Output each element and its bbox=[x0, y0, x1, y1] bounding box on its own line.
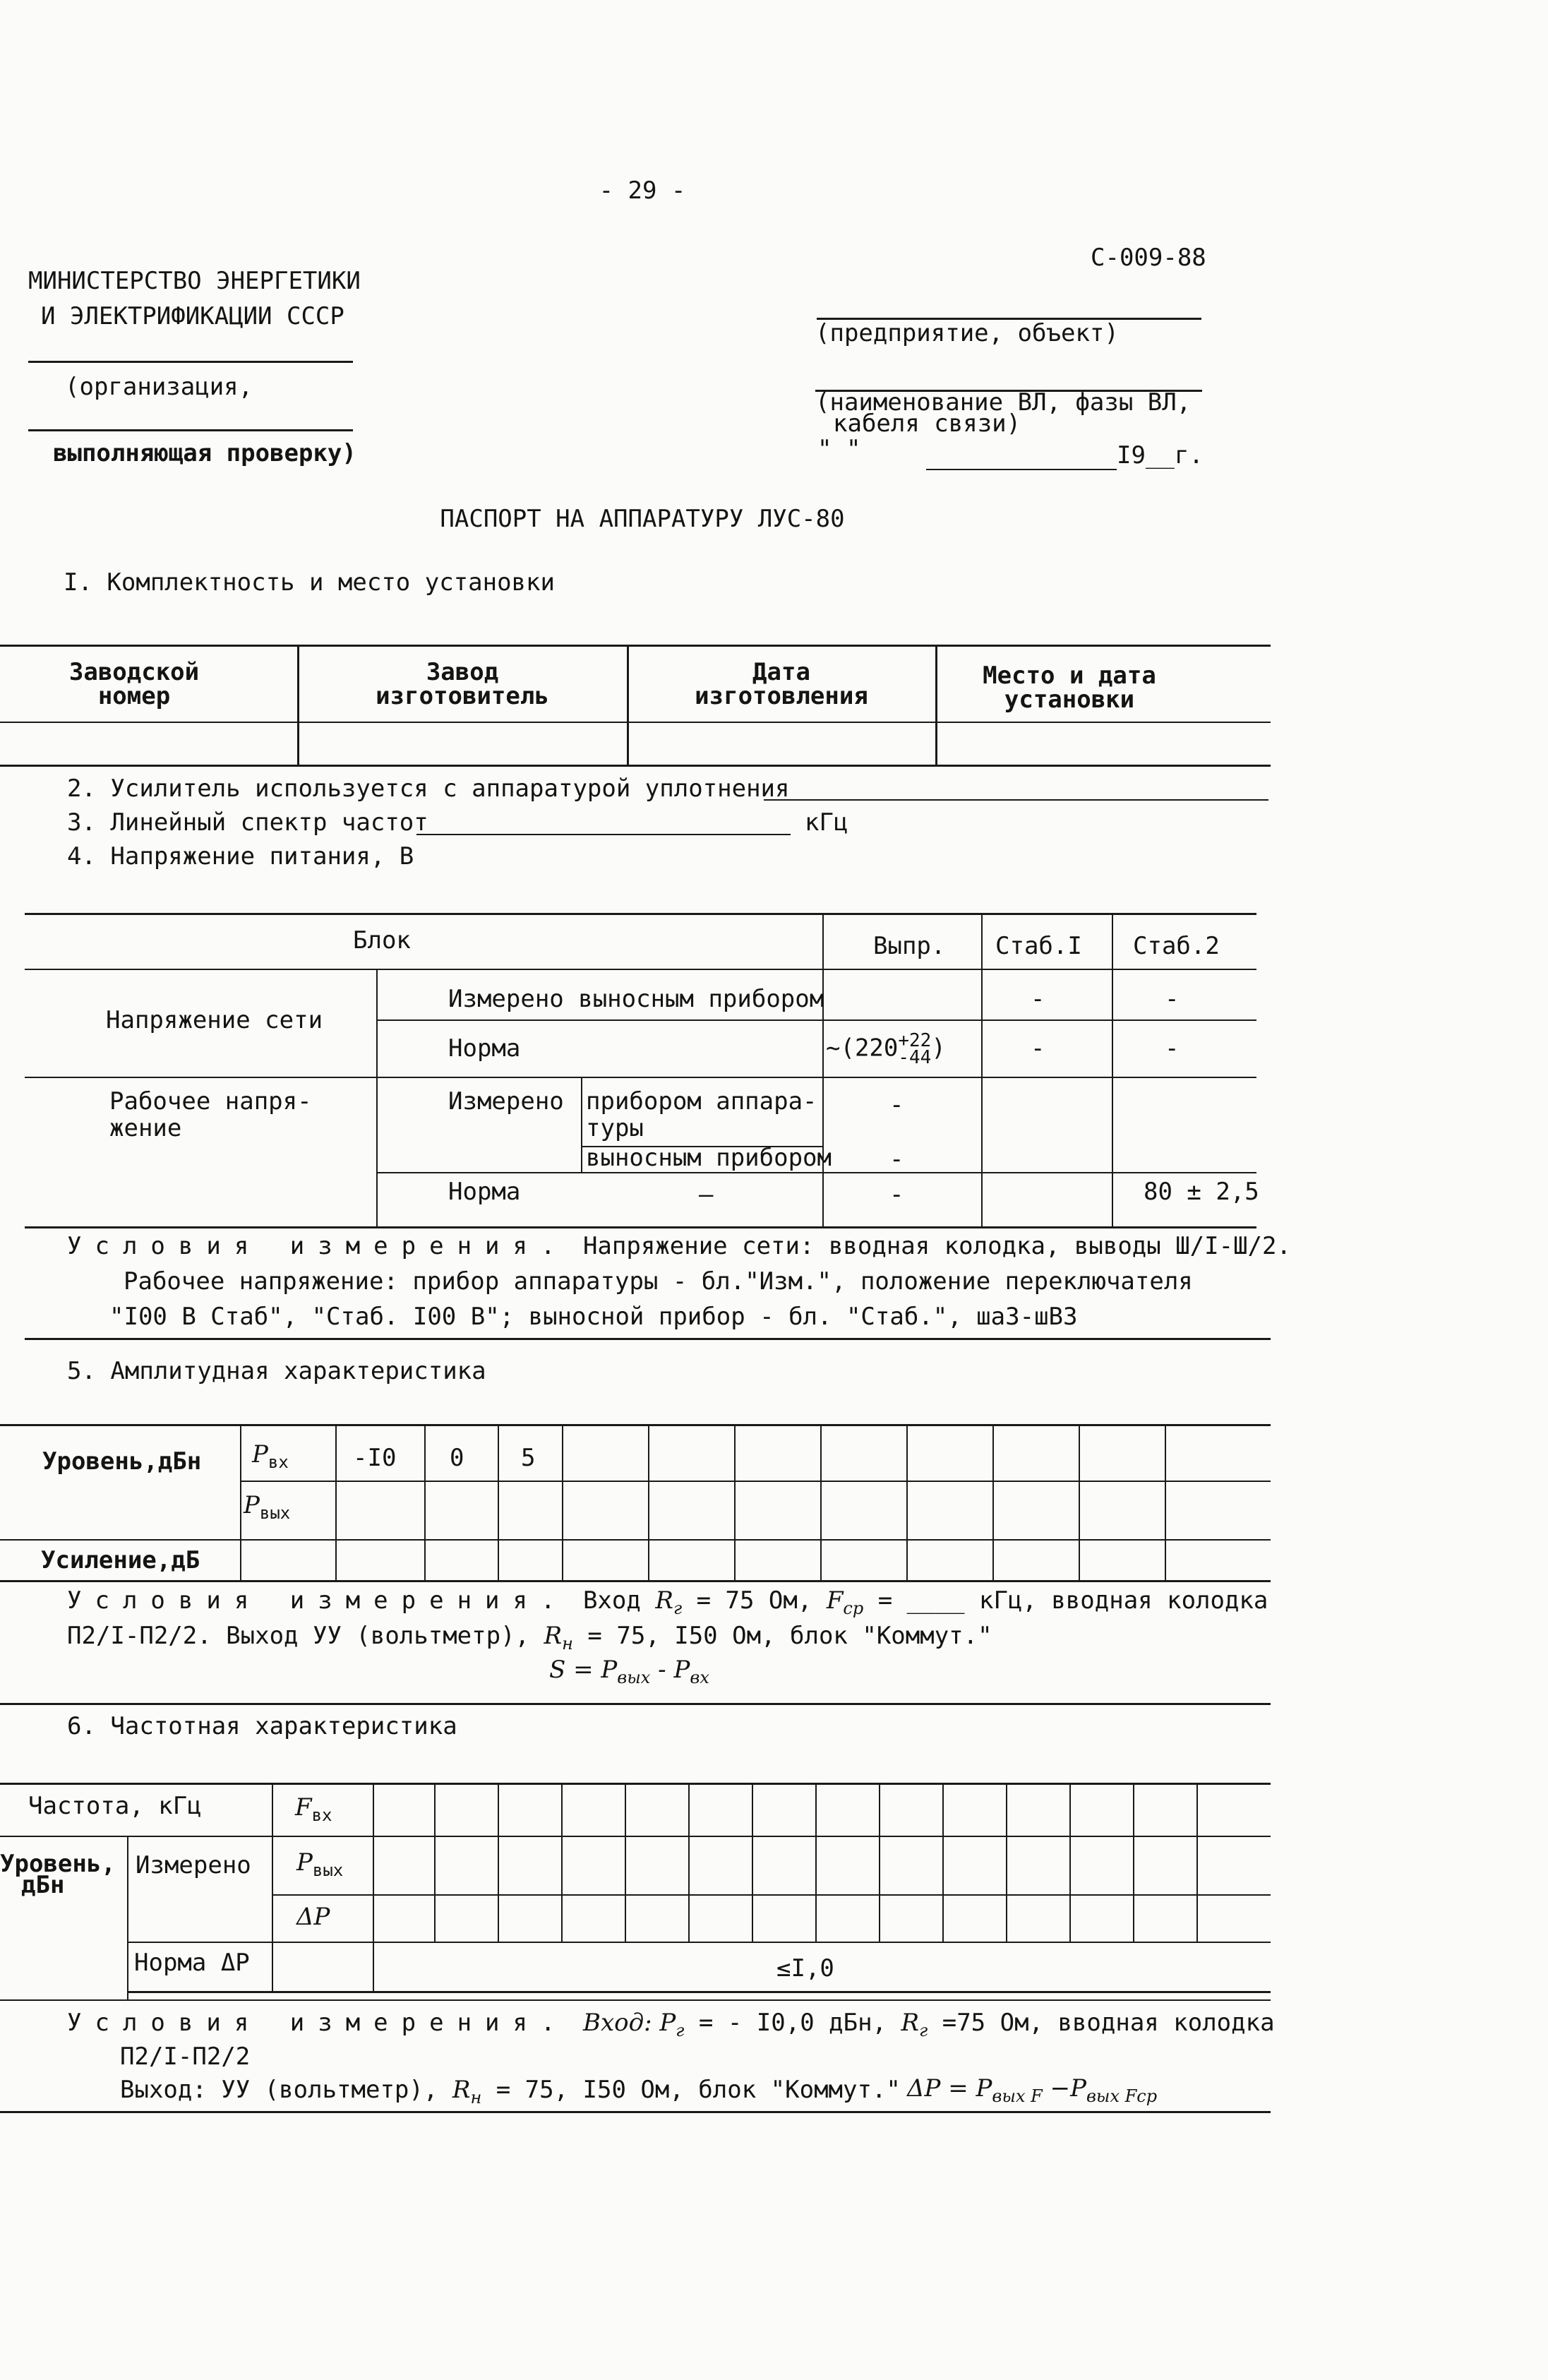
org-fill-line-1 bbox=[28, 361, 353, 363]
row-level-2: дБн bbox=[21, 1871, 65, 1899]
working-device-1: прибором аппара- bbox=[586, 1087, 817, 1116]
row-working-voltage-2: жение bbox=[109, 1114, 182, 1142]
f-input-label: $F_{вх}$ bbox=[295, 1793, 332, 1825]
mains-norm-label: Норма bbox=[448, 1034, 521, 1063]
col-manufacturer: Завод изготовитель bbox=[376, 658, 549, 710]
mains-stab1-norm: - bbox=[1031, 1034, 1045, 1063]
frequency-delta-formula: $\Delta P = P_{вых F} -P_{вых Fср}$ bbox=[907, 2074, 1158, 2106]
delta-p-label: ΔP bbox=[296, 1903, 330, 1931]
section-5-heading: 5. Амплитудная характеристика bbox=[67, 1357, 486, 1385]
line-name-label-1: (наименование ВЛ, фазы ВЛ, bbox=[815, 388, 1192, 417]
item-3-text: 3. Линейный спектр частот bbox=[67, 808, 428, 837]
ministry-line-2: И ЭЛЕКТРИФИКАЦИИ СССР bbox=[41, 302, 344, 330]
conditions-6-separator bbox=[0, 2111, 1271, 2113]
row-norm-delta-p: Норма ΔP bbox=[134, 1949, 250, 1977]
line-name-label-2: кабеля связи) bbox=[833, 409, 1021, 438]
item-3-unit: кГц bbox=[805, 808, 848, 837]
p-output-label-6: $P_{вых}$ bbox=[296, 1848, 344, 1880]
conditions-4-separator bbox=[25, 1338, 1271, 1340]
item-2-fill-line bbox=[764, 799, 1268, 801]
amplitude-gain-formula: $S = P_{вых} - P_{вх}$ bbox=[549, 1656, 709, 1687]
col-block: Блок bbox=[353, 926, 411, 955]
col-stab-1: Стаб.I bbox=[995, 932, 1082, 960]
working-measured-label: Измерено bbox=[448, 1087, 564, 1116]
conditions-5-separator bbox=[0, 1703, 1271, 1705]
col-install-place-date: Место и дата установки bbox=[983, 662, 1156, 714]
org-label-2: выполняющая проверку) bbox=[53, 439, 356, 467]
working-device-2: туры bbox=[586, 1114, 644, 1142]
conditions-5-line-1: Условия измерения. Вход $R_г = 75$ Ом, $F_{ср}$ = ____ кГц, вводная колодка bbox=[67, 1586, 1268, 1618]
working-norm-device: — bbox=[699, 1180, 714, 1209]
working-device-rectifier: - bbox=[889, 1091, 904, 1119]
row-mains-voltage: Напряжение сети bbox=[106, 1006, 323, 1034]
level-value-2: 0 bbox=[450, 1444, 464, 1472]
col-manufacture-date: Дата изготовления bbox=[695, 658, 868, 710]
level-value-1: -I0 bbox=[353, 1444, 397, 1472]
section-6-heading: 6. Частотная характеристика bbox=[67, 1712, 457, 1740]
mains-measured-external: Измерено выносным прибором bbox=[448, 985, 824, 1013]
conditions-6-line-3: Выход: УУ (вольтметр), $R_н = 75$, I50 Ом, блок "Коммут." bbox=[120, 2076, 901, 2107]
document-code: С-009-88 bbox=[1091, 244, 1206, 272]
mains-norm-value: ~(220 +22 -44 ) bbox=[826, 1030, 946, 1068]
row-level-1: Уровень, bbox=[0, 1850, 116, 1878]
row-measured: Измерено bbox=[136, 1851, 251, 1879]
conditions-4-line-1: Условия измерения. Напряжение сети: вводная колодка, выводы Ш/I-Ш/2. bbox=[67, 1232, 1291, 1260]
mains-stab2-norm: - bbox=[1165, 1034, 1180, 1063]
col-serial-number: Заводской номер bbox=[68, 658, 200, 710]
section-4-heading: 4. Напряжение питания, В bbox=[67, 842, 414, 871]
conditions-6-line-1: Условия измерения. Вход: $P_г$ = - I0,0 дБн, $R_г =75$ Ом, вводная колодка bbox=[67, 2009, 1275, 2040]
date-fill-line bbox=[926, 469, 1117, 470]
org-label-1: (организация, bbox=[65, 373, 253, 401]
section-1-heading: I. Комплектность и место установки bbox=[64, 568, 555, 597]
date-quotes: " " bbox=[817, 435, 861, 463]
level-value-3: 5 bbox=[521, 1444, 536, 1472]
date-year: I9__г. bbox=[1117, 441, 1204, 470]
working-norm-label: Норма bbox=[448, 1178, 521, 1206]
mains-stab1-measured: - bbox=[1031, 985, 1045, 1013]
row-level-dbn: Уровень,дБн bbox=[42, 1447, 202, 1476]
mains-stab2-measured: - bbox=[1165, 985, 1180, 1013]
conditions-5-line-2: П2/I-П2/2. Выход УУ (вольтметр), $R_н = 75$, I50 Ом, блок "Коммут." bbox=[67, 1622, 992, 1654]
col-rectifier: Выпр. bbox=[873, 932, 946, 960]
row-working-voltage-1: Рабочее напря- bbox=[109, 1087, 312, 1116]
conditions-4-line-2: Рабочее напряжение: прибор аппаратуры - бл."Изм.", положение переключателя bbox=[124, 1267, 1193, 1296]
conditions-6-line-2: П2/I-П2/2 bbox=[120, 2043, 251, 2071]
org-fill-line-2 bbox=[28, 429, 353, 431]
p-input-label: $P_{вх}$ bbox=[252, 1440, 289, 1472]
col-stab-2: Стаб.2 bbox=[1133, 932, 1220, 960]
document-title: ПАСПОРТ НА АППАРАТУРУ ЛУС-80 bbox=[440, 505, 845, 533]
norm-delta-p-value: ≤I,0 bbox=[776, 1954, 834, 1983]
item-2-text: 2. Усилитель используется с аппаратурой уплотнения bbox=[67, 775, 790, 803]
row-gain-db: Усиление,дБ bbox=[41, 1546, 200, 1574]
working-norm-stab2: 80 ± 2,5 bbox=[1144, 1178, 1259, 1206]
working-norm-rectifier: - bbox=[889, 1180, 904, 1209]
ministry-line-1: МИНИСТЕРСТВО ЭНЕРГЕТИКИ bbox=[28, 267, 361, 295]
conditions-4-line-3: "I00 В Стаб", "Стаб. I00 В"; выносной прибор - бл. "Стаб.", шаЗ-шВЗ bbox=[109, 1303, 1078, 1331]
working-external-rectifier: - bbox=[889, 1145, 904, 1173]
item-3-fill-line bbox=[416, 834, 791, 835]
enterprise-label: (предприятие, объект) bbox=[815, 319, 1119, 347]
p-output-label: $P_{вых}$ bbox=[244, 1491, 291, 1523]
working-external-device: выносным прибором bbox=[586, 1144, 832, 1172]
row-frequency-khz: Частота, кГц bbox=[28, 1792, 202, 1820]
page-number: - 29 - bbox=[599, 177, 686, 205]
